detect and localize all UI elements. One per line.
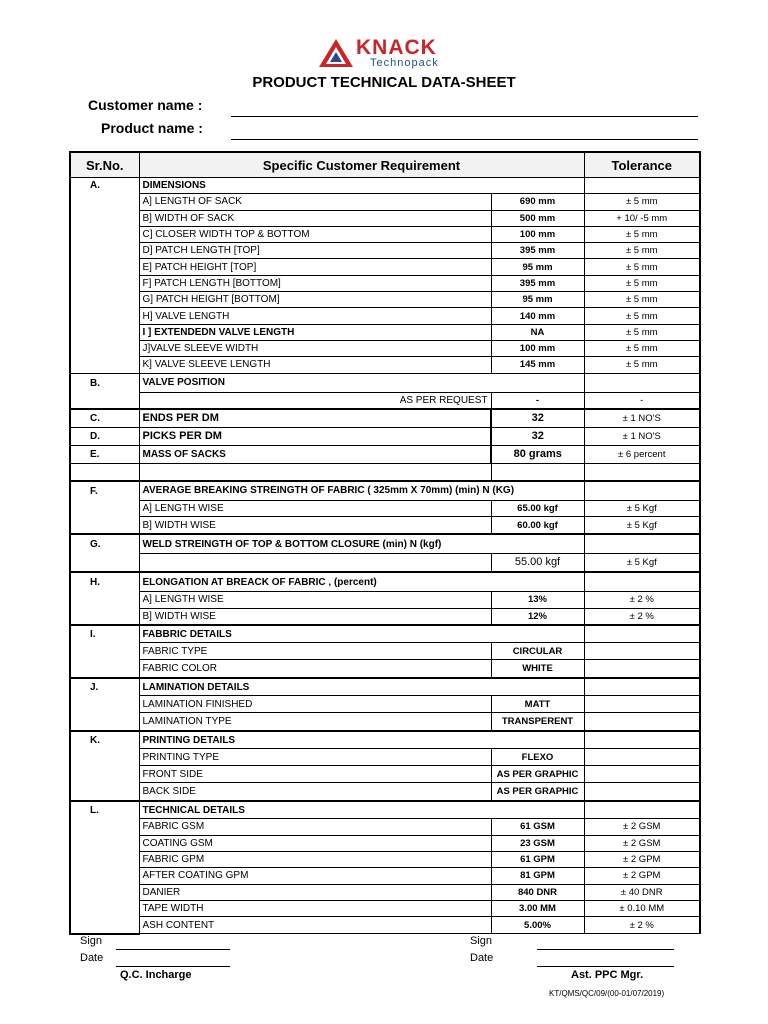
section-no: D. [90, 431, 100, 443]
item-label: AS PER REQUEST [139, 393, 491, 410]
item-value: 61 GPM [491, 851, 584, 867]
item-value: CIRCULAR [491, 643, 584, 660]
section-no: F. [90, 485, 98, 497]
section-title: AVERAGE BREAKING STREINGTH OF FABRIC ( 325mm X 70mm) (min) N (KG) [139, 481, 584, 501]
item-label: ASH CONTENT [139, 917, 491, 934]
item-label: LAMINATION FINISHED [139, 696, 491, 713]
header-srno: Sr.No. [70, 152, 139, 178]
section-title: MASS OF SACKS [139, 446, 491, 464]
section-l-row [70, 801, 700, 819]
logo-sub-text: Technopack [370, 57, 439, 69]
item-tolerance: ± 2 GSM [584, 835, 700, 851]
item-label: F] PATCH LENGTH [BOTTOM] [139, 275, 491, 291]
qc-incharge-label: Q.C. Incharge [120, 969, 192, 981]
page-title: PRODUCT TECHNICAL DATA-SHEET [252, 74, 516, 91]
section-b-row [70, 373, 700, 393]
item-label: A] LENGTH OF SACK [139, 194, 491, 210]
item-tolerance: ± 5 mm [584, 292, 700, 308]
section-no: E. [90, 449, 100, 461]
item-tolerance: ± 5 mm [584, 340, 700, 356]
logo-brand-text: KNACK [356, 36, 437, 59]
header-requirement: Specific Customer Requirement [139, 152, 584, 178]
item-label: B] WIDTH WISE [139, 517, 491, 534]
item-value: 145 mm [491, 357, 584, 373]
section-no: A. [70, 178, 139, 194]
item-tolerance: ± 5 mm [584, 194, 700, 210]
item-tolerance: ± 5 Kgf [584, 501, 700, 517]
item-tolerance: + 10/ -5 mm [584, 210, 700, 226]
section-g-row [70, 534, 700, 554]
right-date-label: Date [470, 952, 494, 964]
item-value: WHITE [491, 660, 584, 678]
section-no: I. [90, 628, 96, 640]
left-sign-line[interactable] [116, 949, 230, 950]
section-title: ENDS PER DM [139, 409, 491, 428]
table-row [70, 835, 700, 851]
section-no: G. [90, 538, 101, 550]
item-tolerance: ± 2 % [584, 917, 700, 934]
item-value: 840 DNR [491, 884, 584, 900]
section-j-row [70, 678, 700, 696]
table-row [70, 194, 700, 210]
item-value: 395 mm [491, 243, 584, 259]
item-value: FLEXO [491, 749, 584, 766]
table-row [70, 292, 700, 308]
item-label: COATING GSM [139, 835, 491, 851]
item-label: TAPE WIDTH [139, 900, 491, 916]
item-tolerance: ± 5 mm [584, 275, 700, 291]
item-value: 95 mm [491, 292, 584, 308]
section-k-row [70, 731, 700, 749]
section-title: WELD STREINGTH OF TOP & BOTTOM CLOSURE (min) N (kgf) [139, 534, 584, 554]
item-tolerance: ± 5 Kgf [584, 554, 700, 572]
item-tolerance: ± 2 % [584, 592, 700, 608]
item-label: PRINTING TYPE [139, 749, 491, 766]
item-label: H] VALVE LENGTH [139, 308, 491, 324]
item-value: 65.00 kgf [491, 501, 584, 517]
table-row [70, 783, 700, 801]
item-value: 395 mm [491, 275, 584, 291]
section-i-row [70, 625, 700, 643]
product-name-label: Product name : [101, 120, 203, 136]
item-label: DANIER [139, 884, 491, 900]
item-tolerance: ± 2 % [584, 608, 700, 625]
section-title: DIMENSIONS [139, 178, 584, 194]
item-value: 32 [491, 409, 584, 428]
company-logo [318, 36, 468, 70]
item-value: 100 mm [491, 226, 584, 242]
table-row [70, 501, 700, 517]
right-sign-label: Sign [470, 935, 493, 947]
section-title: PRINTING DETAILS [139, 731, 584, 749]
section-f-row [70, 481, 700, 501]
section-title: ELONGATION AT BREACK OF FABRIC , (percent) [139, 572, 584, 592]
table-row [70, 308, 700, 324]
item-value: 13% [491, 592, 584, 608]
table-row [70, 917, 700, 934]
left-date-line[interactable] [116, 966, 230, 967]
item-label: A] LENGTH WISE [139, 592, 491, 608]
item-label: FABRIC GPM [139, 851, 491, 867]
table-row [70, 357, 700, 373]
table-row [70, 517, 700, 534]
item-label: LAMINATION TYPE [139, 713, 491, 731]
table-row [70, 766, 700, 783]
header-tolerance: Tolerance [584, 152, 700, 178]
item-value: 690 mm [491, 194, 584, 210]
item-tolerance: ± 2 GPM [584, 868, 700, 884]
product-name-line[interactable] [231, 139, 698, 140]
item-label: B] WIDTH WISE [139, 608, 491, 625]
logo-triangle-icon [318, 38, 354, 68]
item-tolerance: ± 2 GSM [584, 819, 700, 835]
table-row [70, 554, 700, 572]
section-title: PICKS PER DM [139, 428, 491, 446]
item-label: C] CLOSER WIDTH TOP & BOTTOM [139, 226, 491, 242]
table-row [70, 819, 700, 835]
item-tolerance: ± 40 DNR [584, 884, 700, 900]
table-row [70, 884, 700, 900]
table-row [70, 643, 700, 660]
item-value: 81 GPM [491, 868, 584, 884]
item-value: AS PER GRAPHIC [491, 766, 584, 783]
table-row [70, 592, 700, 608]
table-row [70, 210, 700, 226]
ppc-manager-label: Ast. PPC Mgr. [571, 969, 644, 981]
section-a-row [70, 178, 700, 194]
table-row [70, 275, 700, 291]
table-row [70, 696, 700, 713]
item-tolerance: ± 1 NO'S [584, 428, 700, 446]
item-value: - [491, 393, 584, 410]
item-tolerance: ± 5 mm [584, 243, 700, 259]
item-value: 140 mm [491, 308, 584, 324]
table-row [70, 660, 700, 678]
section-no: C. [90, 413, 100, 425]
item-value: 55.00 kgf [491, 554, 584, 572]
table-row [70, 868, 700, 884]
table-row [70, 243, 700, 259]
item-value: MATT [491, 696, 584, 713]
table-row [70, 851, 700, 867]
section-h-row [70, 572, 700, 592]
item-value: NA [491, 324, 584, 340]
item-label: E] PATCH HEIGHT [TOP] [139, 259, 491, 275]
item-value: 12% [491, 608, 584, 625]
item-tolerance: ± 5 mm [584, 226, 700, 242]
item-label: I ] EXTENDEDN VALVE LENGTH [139, 324, 491, 340]
item-tolerance: ± 2 GPM [584, 851, 700, 867]
item-label: D] PATCH LENGTH [TOP] [139, 243, 491, 259]
item-value: 60.00 kgf [491, 517, 584, 534]
item-value: 23 GSM [491, 835, 584, 851]
table-row [70, 259, 700, 275]
table-row [70, 324, 700, 340]
blank-row [70, 464, 700, 481]
item-tolerance: ± 0.10 MM [584, 900, 700, 916]
table-row [70, 900, 700, 916]
item-value: 100 mm [491, 340, 584, 356]
left-sign-label: Sign [80, 935, 103, 947]
section-e-row [70, 446, 700, 464]
table-row [70, 226, 700, 242]
item-label: B] WIDTH OF SACK [139, 210, 491, 226]
item-label: FABRIC TYPE [139, 643, 491, 660]
item-tolerance: - [584, 393, 700, 410]
section-d-row [70, 428, 700, 446]
section-no: L. [90, 804, 99, 816]
right-date-line[interactable] [537, 966, 674, 967]
item-value: 95 mm [491, 259, 584, 275]
document-code: KT/QMS/QC/09/(00-01/07/2019) [549, 989, 665, 998]
item-tolerance: ± 5 mm [584, 357, 700, 373]
item-label: J]VALVE SLEEVE WIDTH [139, 340, 491, 356]
left-date-label: Date [80, 952, 104, 964]
table-row [70, 340, 700, 356]
item-tolerance: ± 1 NO'S [584, 409, 700, 428]
data-sheet-table [69, 151, 701, 935]
table-row [70, 393, 700, 410]
section-no: J. [90, 681, 99, 693]
item-value: 500 mm [491, 210, 584, 226]
item-label: A] LENGTH WISE [139, 501, 491, 517]
item-label: K] VALVE SLEEVE LENGTH [139, 357, 491, 373]
section-no: H. [90, 576, 100, 588]
customer-name-line[interactable] [231, 116, 698, 117]
item-value: 5.00% [491, 917, 584, 934]
item-tolerance: ± 5 Kgf [584, 517, 700, 534]
section-title: LAMINATION DETAILS [139, 678, 584, 696]
item-label: FRONT SIDE [139, 766, 491, 783]
item-value: 3.00 MM [491, 900, 584, 916]
section-title: TECHNICAL DETAILS [139, 801, 584, 819]
item-label: G] PATCH HEIGHT [BOTTOM] [139, 292, 491, 308]
section-no: B. [90, 377, 100, 389]
item-label: BACK SIDE [139, 783, 491, 801]
item-value: 61 GSM [491, 819, 584, 835]
item-label: AFTER COATING GPM [139, 868, 491, 884]
item-value: 32 [491, 428, 584, 446]
section-title: VALVE POSITION [139, 373, 584, 393]
item-tolerance: ± 5 mm [584, 324, 700, 340]
section-title: FABBRIC DETAILS [139, 625, 584, 643]
table-row [70, 713, 700, 731]
section-no: K. [90, 734, 100, 746]
item-value: AS PER GRAPHIC [491, 783, 584, 801]
item-tolerance: ± 5 mm [584, 308, 700, 324]
item-value: TRANSPERENT [491, 713, 584, 731]
item-label: FABRIC GSM [139, 819, 491, 835]
table-row [70, 608, 700, 625]
table-row [70, 749, 700, 766]
item-value: 80 grams [491, 446, 584, 464]
table-header-row [70, 152, 700, 178]
item-tolerance: ± 5 mm [584, 259, 700, 275]
right-sign-line[interactable] [537, 949, 674, 950]
item-tolerance: ± 6 percent [584, 446, 700, 464]
item-label: FABRIC COLOR [139, 660, 491, 678]
customer-name-label: Customer name : [88, 97, 203, 113]
section-c-row [70, 409, 700, 428]
